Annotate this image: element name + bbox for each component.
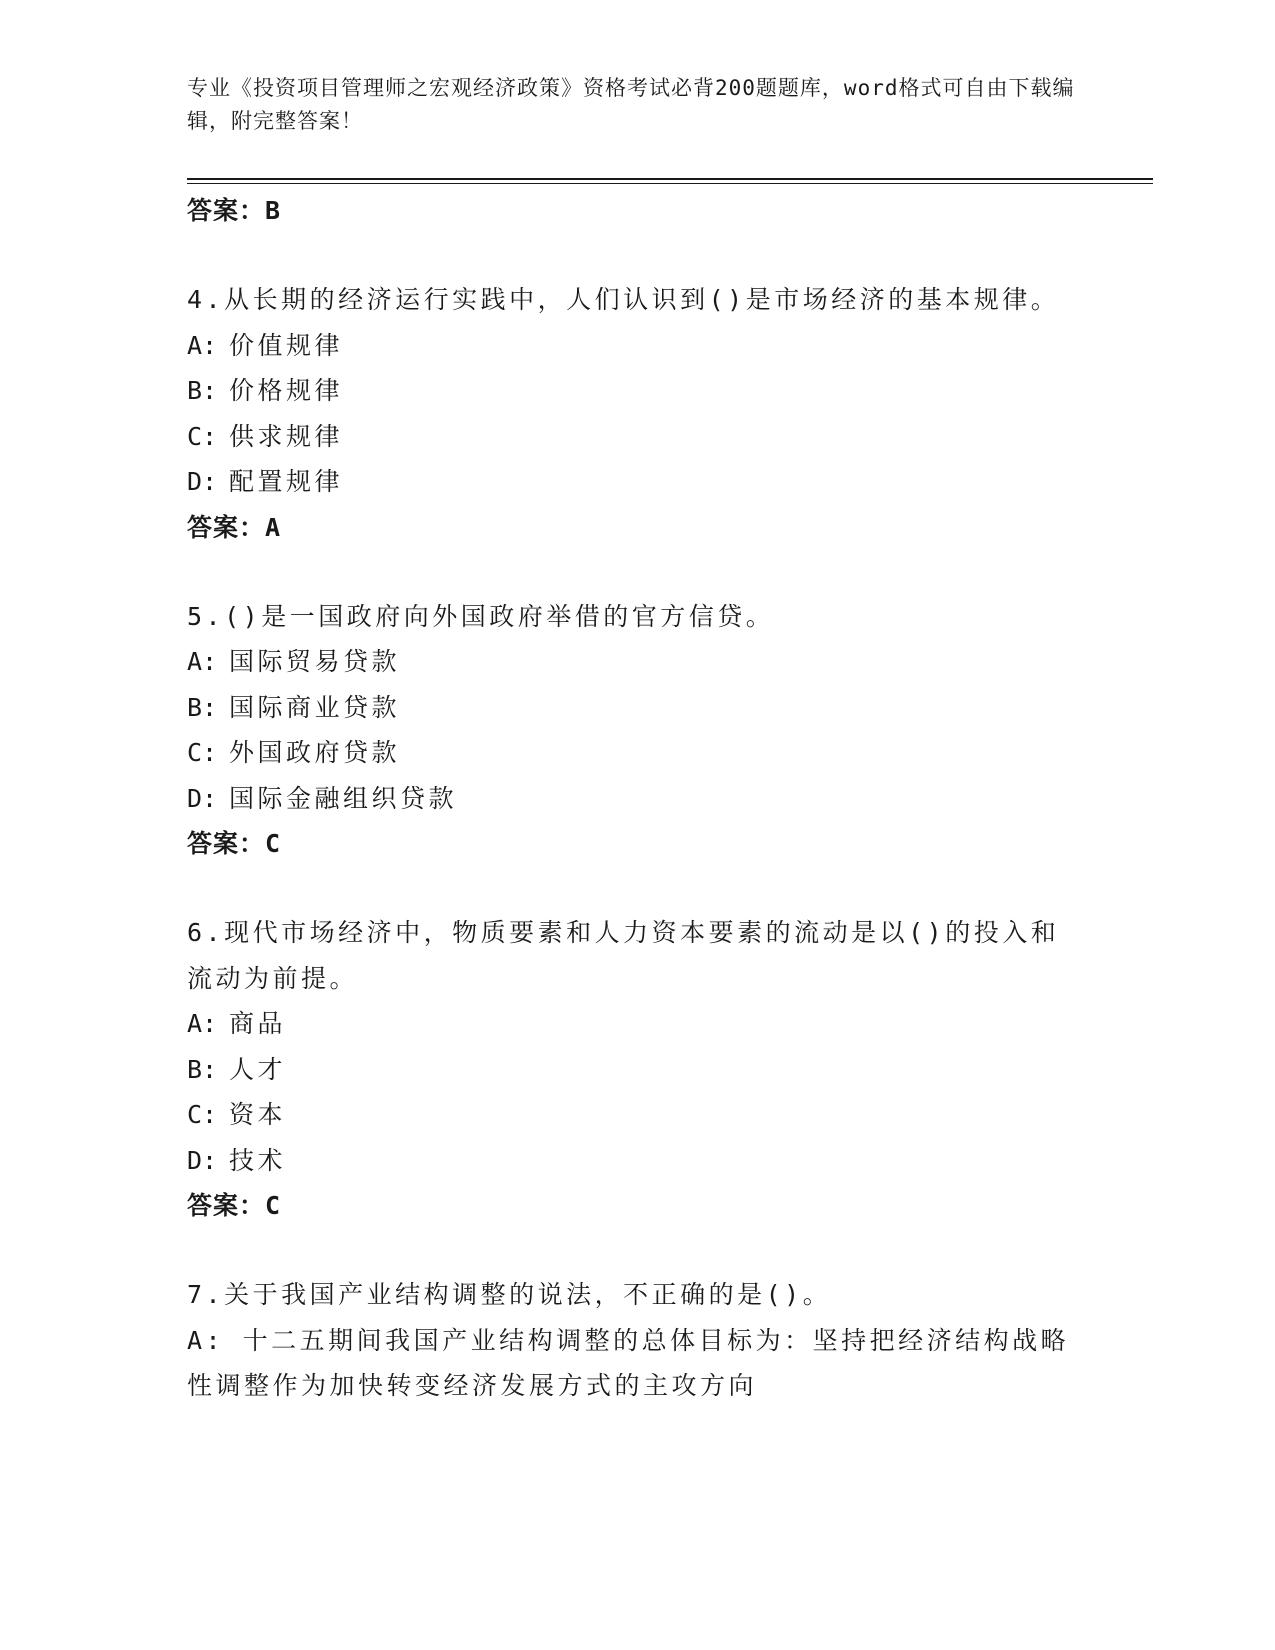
option-key: C: <box>187 421 218 451</box>
option-text: 技术 <box>229 1145 287 1175</box>
option-key: A: <box>187 1009 218 1038</box>
option-key: B: <box>187 376 218 405</box>
document-header: 专业《投资项目管理师之宏观经济政策》资格考试必背200题题库，word格式可自由下载编辑，附完整答案！ <box>187 76 1075 133</box>
option-key: A: <box>187 330 218 360</box>
option-d <box>187 1138 1087 1184</box>
header-rule-thick <box>187 178 1153 180</box>
option-text: 国际金融组织贷款 <box>229 783 458 813</box>
option-key: C: <box>187 1100 218 1129</box>
option-d <box>187 459 1087 505</box>
question-block <box>187 277 1087 550</box>
document-body <box>187 188 1087 1409</box>
question-text: 5.()是一国政府向外国政府举借的官方信贷。 <box>187 601 775 631</box>
option-key: B: <box>187 692 218 722</box>
question-text: 4.从长期的经济运行实践中，人们认识到()是市场经济的基本规律。 <box>187 285 1060 314</box>
question-block <box>187 1272 1087 1409</box>
option-text: 国际商业贷款 <box>229 692 401 722</box>
option-a <box>187 1318 1087 1409</box>
option-b <box>187 368 1087 414</box>
option-text: 价格规律 <box>229 376 344 405</box>
option-b <box>187 685 1087 731</box>
option-c <box>187 414 1087 460</box>
option-text: 价值规律 <box>229 330 344 360</box>
option-c <box>187 1092 1087 1138</box>
answer-line: 答案：C <box>187 1191 282 1220</box>
option-key: B: <box>187 1054 218 1084</box>
option-text: 配置规律 <box>229 467 344 496</box>
question-block <box>187 594 1087 867</box>
option-key: D: <box>187 783 218 813</box>
answer-line: 答案：A <box>187 512 282 542</box>
option-a <box>187 639 1087 685</box>
option-d <box>187 776 1087 822</box>
answer-line: 答案：B <box>187 196 282 225</box>
option-a <box>187 1001 1087 1047</box>
option-key: D: <box>187 1145 218 1175</box>
option-key: C: <box>187 738 218 767</box>
option-text: 供求规律 <box>229 421 344 451</box>
header-rule-thin <box>187 183 1153 184</box>
question-text: 6.现代市场经济中，物质要素和人力资本要素的流动是以()的投入和流动为前提。 <box>187 918 1060 993</box>
option-text: 外国政府贷款 <box>229 738 401 767</box>
option-a <box>187 323 1087 369</box>
option-b <box>187 1047 1087 1093</box>
option-key: A: <box>187 647 218 676</box>
option-c <box>187 730 1087 776</box>
option-text: 十二五期间我国产业结构调整的总体目标为：坚持把经济结构战略性调整作为加快转变经济发展方式的主攻方向 <box>187 1325 1070 1400</box>
option-text: 国际贸易贷款 <box>229 647 401 676</box>
question-block <box>187 910 1087 1228</box>
option-key: A: <box>187 1325 225 1355</box>
option-text: 商品 <box>229 1009 287 1038</box>
answer-line: 答案：C <box>187 829 282 858</box>
option-key: D: <box>187 467 218 496</box>
option-text: 资本 <box>229 1100 287 1129</box>
question-text: 7.关于我国产业结构调整的说法，不正确的是()。 <box>187 1280 832 1309</box>
option-text: 人才 <box>229 1054 287 1084</box>
